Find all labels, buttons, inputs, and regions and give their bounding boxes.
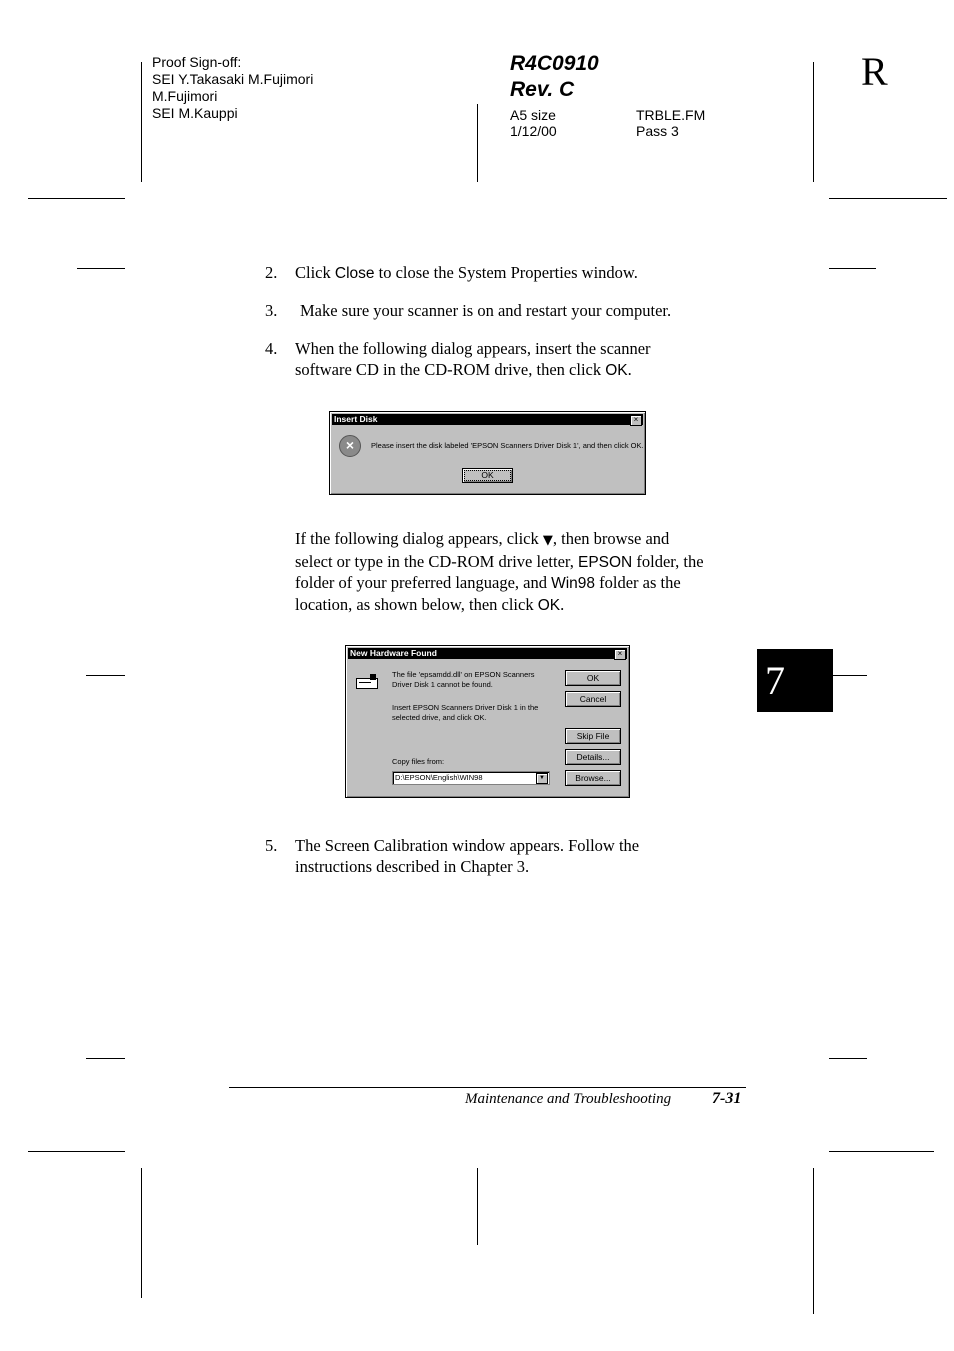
- doc-file: TRBLE.FM: [636, 107, 706, 123]
- down-arrow-icon: ▼: [542, 533, 553, 548]
- crop-mark: [28, 198, 125, 199]
- browse-button[interactable]: Browse...: [565, 770, 621, 786]
- new-hardware-dialog: [345, 645, 630, 798]
- ui-term: EPSON: [577, 553, 633, 571]
- chapter-tab: 7: [757, 649, 833, 712]
- dialog-message: Please insert the disk labeled 'EPSON Scanners Driver Disk 1', and then click OK.: [371, 441, 644, 450]
- crop-mark: [86, 675, 125, 676]
- crop-mark: [833, 675, 867, 676]
- doc-pass: Pass 3: [636, 123, 679, 139]
- copy-files-label: Copy files from:: [392, 757, 445, 766]
- para-text: select or type in the CD-ROM drive letter,: [295, 551, 578, 571]
- crop-mark: [813, 1168, 814, 1314]
- disk-drive-icon: [356, 674, 378, 688]
- proof-line: M.Fujimori: [152, 88, 218, 104]
- close-icon[interactable]: ×: [630, 415, 642, 426]
- step-text: .: [627, 359, 632, 379]
- crop-mark: [77, 268, 125, 269]
- dialog-message: [392, 670, 538, 723]
- error-icon: ×: [339, 435, 361, 457]
- crop-mark: [86, 1058, 125, 1059]
- step-text: Make sure your scanner is on and restart your computer.: [300, 301, 672, 320]
- message-line: Insert EPSON Scanners Driver Disk 1 in the: [392, 703, 539, 712]
- insert-disk-dialog: [329, 411, 646, 495]
- para-text: folder, the: [632, 551, 704, 571]
- crop-mark: [829, 1058, 867, 1059]
- path-dropdown[interactable]: [392, 771, 550, 785]
- step-text: to close the System Properties window.: [374, 263, 638, 282]
- ui-term: OK: [537, 596, 561, 614]
- cancel-button[interactable]: Cancel: [565, 691, 621, 707]
- step-text: instructions described in Chapter 3.: [295, 856, 530, 876]
- message-line: selected drive, and click OK.: [392, 713, 487, 722]
- proof-line: SEI Y.Takasaki M.Fujimori: [152, 71, 314, 87]
- footer-rule: [229, 1087, 746, 1088]
- para-text: folder as the: [595, 573, 681, 592]
- step-number: 4.: [265, 339, 278, 358]
- para-text: .: [560, 594, 565, 614]
- crop-mark: [141, 1168, 142, 1298]
- dialog-title: Insert Disk: [332, 414, 643, 425]
- proof-line: Proof Sign-off:: [152, 54, 242, 70]
- step-number: 5.: [265, 836, 278, 855]
- dialog-title: New Hardware Found: [348, 648, 627, 659]
- crop-mark: [28, 1151, 125, 1152]
- step-text: The Screen Calibration window appears. Follow the: [295, 836, 640, 855]
- ui-term: Close: [334, 265, 375, 282]
- proof-line: SEI M.Kauppi: [152, 105, 238, 121]
- ok-button[interactable]: OK: [462, 468, 513, 483]
- path-value: D:\EPSON\English\WIN98: [395, 773, 483, 782]
- footer-section: Maintenance and Troubleshooting: [465, 1091, 672, 1107]
- message-line: Driver Disk 1 cannot be found.: [392, 680, 493, 689]
- crop-mark: [141, 62, 142, 182]
- skip-file-button[interactable]: Skip File: [565, 728, 621, 744]
- step-text: When the following dialog appears, insert the scanner: [295, 339, 651, 358]
- close-icon[interactable]: ×: [614, 649, 626, 660]
- doc-code: R4C0910: [510, 52, 599, 75]
- message-line: The file 'epsamdd.dll' on EPSON Scanners: [392, 670, 535, 679]
- browse-instructions: [295, 529, 765, 616]
- step-number: 2.: [265, 263, 278, 282]
- ui-term: Win98: [551, 575, 596, 592]
- doc-size: A5 size: [510, 107, 556, 123]
- step-text: software CD in the CD-ROM drive, then click: [295, 359, 606, 379]
- crop-mark: [477, 1168, 478, 1245]
- ok-button[interactable]: OK: [565, 670, 621, 686]
- doc-revision: Rev. C: [510, 78, 575, 101]
- para-text: If the following dialog appears, click: [295, 529, 543, 548]
- crop-mark: [829, 1151, 934, 1152]
- chevron-down-icon[interactable]: ▼: [536, 773, 548, 784]
- crop-mark: [829, 198, 947, 199]
- para-text: location, as shown below, then click: [295, 594, 538, 614]
- page-number: 7-31: [712, 1090, 742, 1107]
- corner-letter: R: [861, 49, 888, 94]
- proof-signoff: [152, 54, 313, 122]
- para-text: , then browse and: [552, 529, 670, 548]
- crop-mark: [813, 62, 814, 182]
- crop-mark: [477, 104, 478, 182]
- step-text: Click: [295, 263, 335, 282]
- details-button[interactable]: Details...: [565, 749, 621, 765]
- doc-date: 1/12/00: [510, 123, 557, 139]
- ui-term: OK: [605, 361, 628, 379]
- step-number: 3.: [265, 301, 278, 320]
- crop-mark: [829, 268, 876, 269]
- para-text: folder of your preferred language, and: [295, 573, 552, 592]
